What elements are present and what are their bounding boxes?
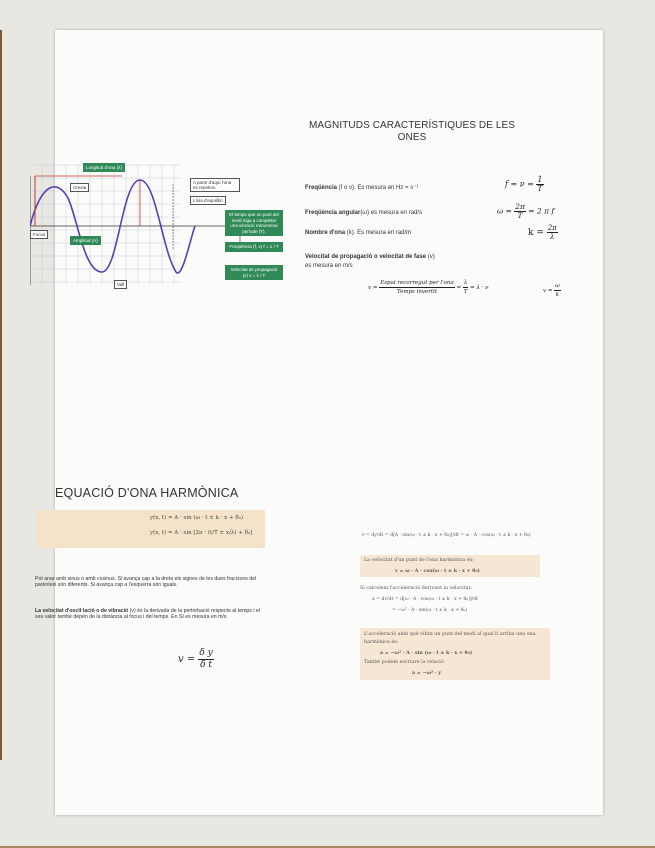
frequency-box: Freqüència (f, ν) f = 1 / T: [225, 242, 283, 252]
node-label: Focus: [30, 230, 48, 239]
frequency-row: [305, 184, 418, 191]
wave-equation-period: y(x, t) = A · sin [2π · (t/T ± x/λ) + θ₀]: [150, 530, 253, 536]
period-box: El temps que un punt del medi triga a completar una vibració s'anomena període (T).: [225, 210, 283, 236]
wave-equation-sin: y(x, t) = A · sin (ω · t ± k · x + θ₀): [150, 515, 244, 521]
velocity-box: Velocitat de propagació (v) v = λ / T: [225, 265, 283, 280]
equilibrium-label: Línia d'equilibri: [190, 196, 226, 205]
sin-cos-paragraph: Pot anar amb sinus o amb cosinus. Si avança cap a la dreta els signes de les dues fraccions del parèntesi són diferents. Si avança cap a l'esquerra són iguals.: [35, 576, 257, 589]
acceleration-result: a = −ω² · A · sin (ω · t ± k · x + θ₀): [380, 650, 473, 656]
vibration-velocity-formula: v = $\frac{\text{δ y}}{\text{δ t}}$: [178, 648, 213, 670]
repeat-label: A partir d'aquí l'ona es repeteix.: [190, 178, 240, 192]
wave-number-formula: k = $\frac{2\pi}{\lambda}$: [528, 224, 557, 241]
velocity-row: [305, 254, 435, 260]
angular-frequency-desc: (ω) es mesura en rad/s: [360, 210, 423, 216]
wave-diagram: [30, 140, 256, 290]
acceleration-relation: a = −ω² · y: [412, 670, 441, 676]
wave-number-term: Nombre d'ona: [305, 230, 346, 236]
wave-number-desc: (k). Es mesura en rad/m: [345, 230, 412, 236]
acceleration-intro: Si calculem l'acceleració derivant la velocitat:: [360, 586, 473, 591]
magnituds-title: MAGNITUDS CARACTERÍSTIQUES DE LES ONES: [308, 120, 516, 143]
crest-label: Cresta: [70, 183, 89, 192]
acceleration-text-2: harmònica és:: [364, 640, 399, 645]
acceleration-text: L'acceleració amb què vibra un punt del medi al qual li arriba una ona: [364, 632, 536, 637]
acceleration-derivation: a = dv/dt = d[ω · A · cos(ω · t ± k · x + θ₀)]/dt: [372, 597, 478, 602]
velocity-units: es mesura en m/s: [305, 263, 353, 269]
equacio-title: EQUACIÓ D'ONA HARMÒNICA: [55, 486, 239, 500]
acceleration-derivation-result: = −ω² · A · sin(ω · t ± k · x + θ₀): [392, 608, 468, 613]
velocity-formula: v = $\frac{\text{Espai recorregut per l'ona}}{\text{Temps invertit}}$ = $\frac{\lambda}{T}$ = λ · ν: [368, 280, 489, 295]
frequency-desc: (f o ν). Es mesura en Hz = s⁻¹: [337, 185, 419, 191]
amplitude-label: Amplitud (A): [70, 236, 101, 245]
velocity-omega-formula: v = $\frac{\omega}{k}$: [543, 283, 560, 298]
wave-number-row: [305, 230, 411, 236]
velocity-term: Velocitat de propagació o velocitat de fase: [305, 254, 427, 260]
angular-frequency-term: Freqüència angular: [305, 210, 361, 216]
angular-frequency-formula: ω = $\frac{2\pi}{T}$ = 2 π f: [497, 202, 555, 220]
frequency-term: Freqüència: [305, 185, 338, 191]
vibration-velocity-term: La velocitat d'oscil·lació o de vibració: [35, 608, 129, 614]
wave-figure: [30, 140, 279, 290]
angular-frequency-row: [305, 210, 422, 216]
velocity-denominator: Temps invertit: [396, 289, 438, 295]
paper-left-edge: [0, 30, 2, 760]
velocity-numerator: Espai recorregut per l'ona: [380, 280, 454, 286]
velocity-desc: (v): [426, 254, 435, 260]
vibration-velocity-paragraph: [35, 608, 267, 621]
valley-label: Vall: [114, 280, 127, 289]
relation-text: També podem escriure la relació: [364, 660, 444, 665]
velocity-result-intro: La velocitat d'un punt de l'ona harmònica és:: [364, 558, 474, 563]
wavelength-label: Longitud d'ona (λ): [83, 163, 125, 172]
frequency-formula: f = ν = $\frac{1}{T}$: [505, 175, 543, 193]
velocity-result: v = ω · A · cos(ω · t ± k · x + θ₀): [395, 568, 480, 574]
velocity-derivation: v = dy/dt = d[A · sin(ω · t ± k · x + θ₀)]/dt = ω · A · cos(ω · t ± k · x + θ₀): [362, 533, 531, 538]
vibration-velocity-desc: (v) és la derivada de la pertorbació respecte al temps i el seu valor també depèn de la distància al focus i del temps. En SI es mesura en m/s: [35, 608, 260, 621]
